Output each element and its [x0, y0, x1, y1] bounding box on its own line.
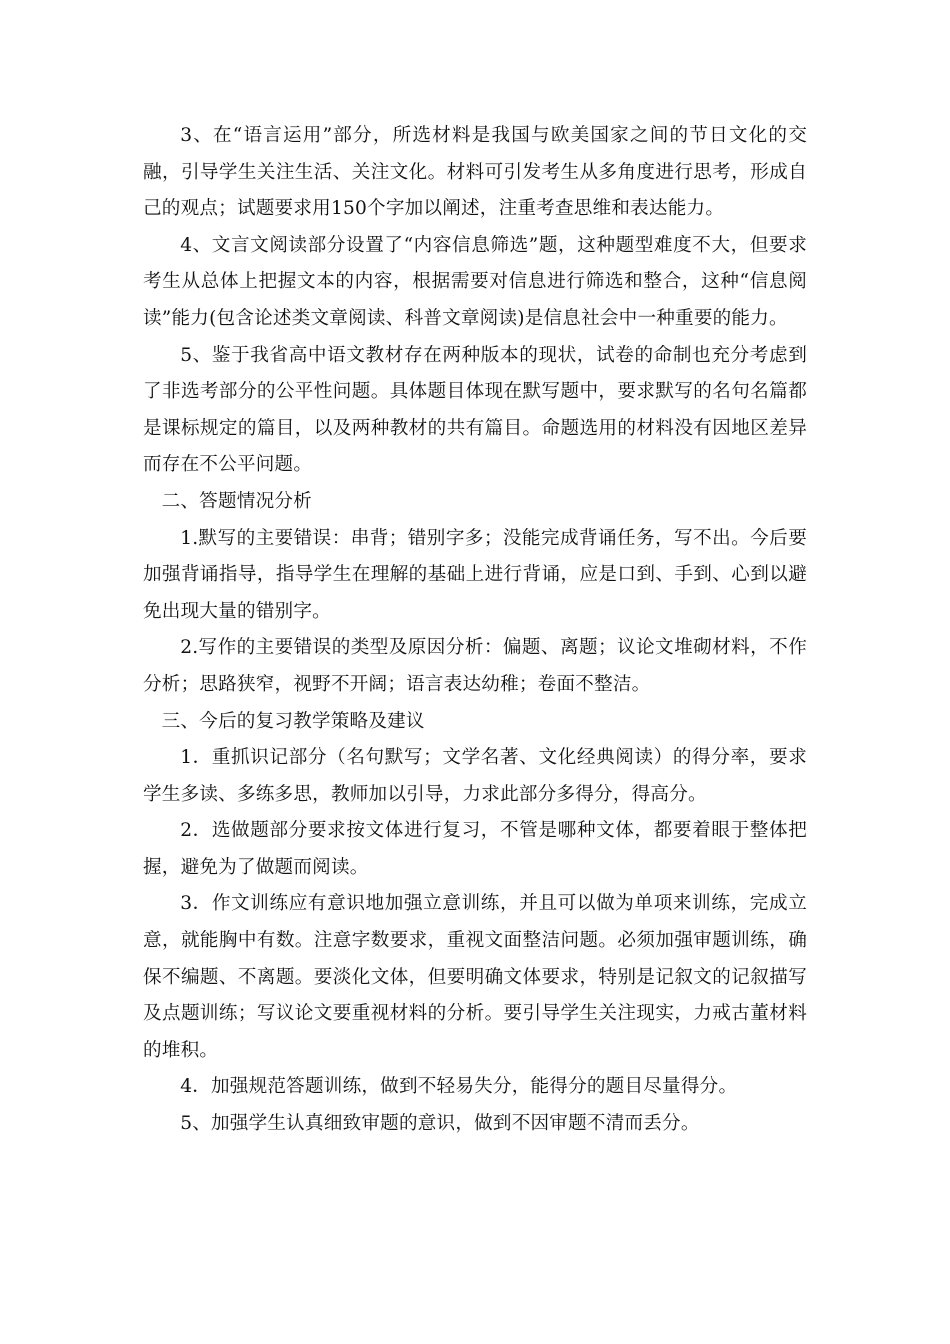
paragraph-3-language-use: 3、在“语言运用”部分，所选材料是我国与欧美国家之间的节日文化的交融，引导学生关注生活、关注文化。材料可引发考生从多角度进行思考，形成自己的观点；试题要求用150个字加以阐述，注重考查思维和表达能力。	[143, 125, 807, 220]
paragraph-strategy-2: 2．选做题部分要求按文体进行复习，不管是哪种文体，都要着眼于整体把握，避免为了做题而阅读。	[143, 820, 807, 878]
paragraph-strategy-3: 3．作文训练应有意识地加强立意训练，并且可以做为单项来训练，完成立意，就能胸中有数。注意字数要求，重视文面整洁问题。必须加强审题训练，确保不编题、不离题。要淡化文体，但要明确文体要求，特别是记叙文的记叙描写及点题训练；写议论文要重视材料的分析。要引导学生关注现实，力戒古董材料的堆积。	[143, 893, 807, 1061]
paragraph-strategy-5: 5、加强学生认真细致审题的意识，做到不因审题不清而丢分。	[180, 1113, 700, 1135]
document-body	[143, 118, 807, 1143]
section-heading-answer-analysis: 二、答题情况分析	[161, 490, 312, 512]
paragraph-strategy-4: 4．加强规范答题训练，做到不轻易失分，能得分的题目尽量得分。	[180, 1076, 738, 1098]
section-heading-review-strategy: 三、今后的复习教学策略及建议	[161, 710, 425, 732]
paragraph-strategy-1: 1．重抓识记部分（名句默写；文学名著、文化经典阅读）的得分率，要求学生多读、多练多思，教师加以引导，力求此部分多得分，得高分。	[143, 747, 807, 805]
paragraph-dictation-errors: 1.默写的主要错误：串背；错别字多；没能完成背诵任务，写不出。今后要加强背诵指导，指导学生在理解的基础上进行背诵，应是口到、手到、心到以避免出现大量的错别字。	[143, 527, 807, 622]
paragraph-writing-errors: 2.写作的主要错误的类型及原因分析：偏题、离题；议论文堆砌材料，不作分析；思路狭窄，视野不开阔；语言表达幼稚；卷面不整洁。	[143, 637, 807, 695]
paragraph-4-classical-reading: 4、文言文阅读部分设置了“内容信息筛选”题，这种题型难度不大，但要求考生从总体上把握文本的内容，根据需要对信息进行筛选和整合，这种“信息阅读”能力(包含论述类文章阅读、科普文章阅读)是信息社会中一种重要的能力。	[143, 234, 807, 329]
paragraph-5-textbook-versions: 5、鉴于我省高中语文教材存在两种版本的现状，试卷的命制也充分考虑到了非选考部分的公平性问题。具体题目体现在默写题中，要求默写的名句名篇都是课标规定的篇目，以及两种教材的共有篇目。命题选用的材料没有因地区差异而存在不公平问题。	[143, 344, 807, 476]
